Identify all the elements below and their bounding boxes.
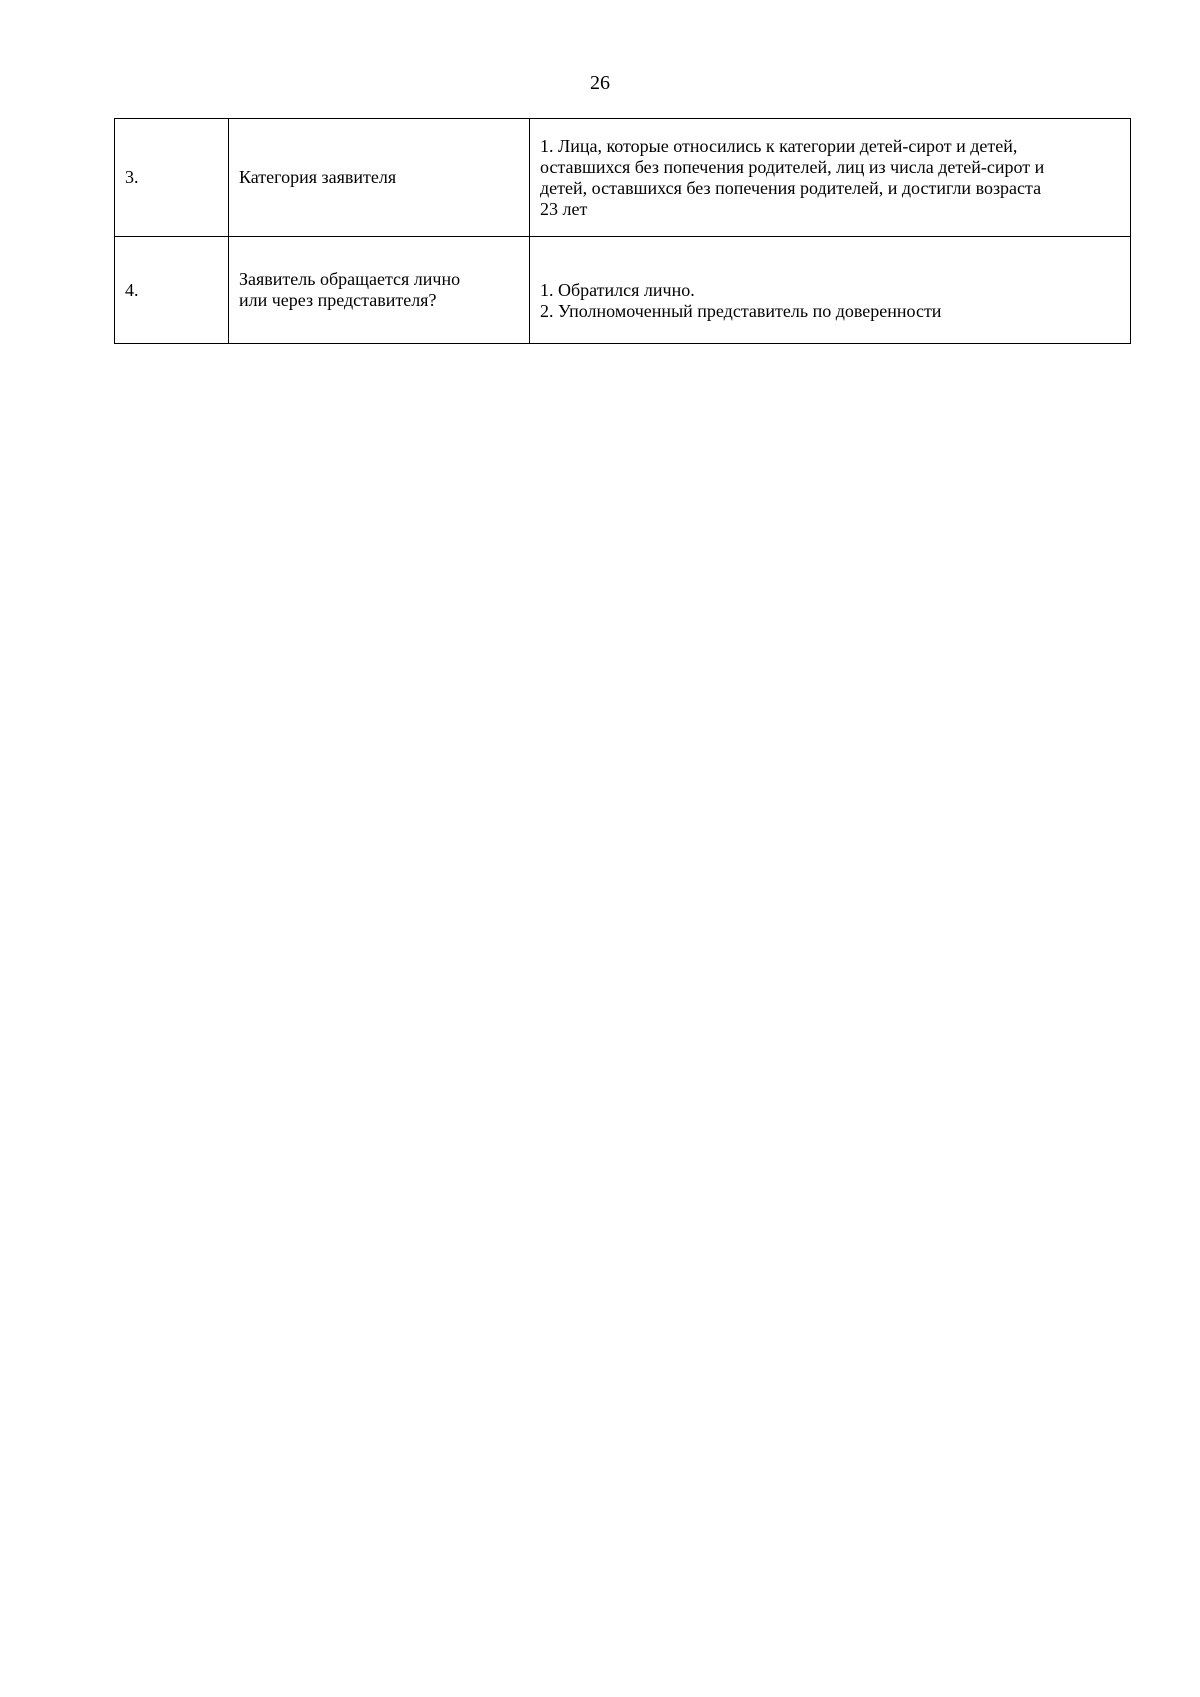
parameter-cell	[229, 237, 530, 344]
parameter-text: или через представителя?	[239, 290, 437, 310]
page-number: 26	[590, 72, 610, 94]
value-text: 2. Уполномоченный представитель по доверенности	[540, 301, 942, 321]
row-number-cell: 3.	[115, 119, 229, 237]
row-number-cell: 4.	[115, 237, 229, 344]
parameter-text: Категория заявителя	[239, 167, 397, 187]
value-text: 1. Обратился лично.	[540, 280, 695, 300]
value-text: 1. Лица, которые относились к категории детей-сирот и детей,	[540, 135, 1018, 156]
value-text: оставшихся без попечения родителей, лиц из числа детей-сирот и	[540, 156, 1045, 177]
value-text: 23 лет	[540, 198, 588, 219]
table-row	[115, 119, 1131, 237]
parameter-text: Заявитель обращается лично	[239, 269, 461, 289]
table-row	[115, 237, 1131, 344]
parameter-cell	[229, 119, 530, 237]
value-text: детей, оставшихся без попечения родителей, и достигли возраста	[540, 177, 1042, 198]
criteria-table	[114, 118, 1131, 344]
value-cell	[530, 237, 1131, 344]
value-cell	[530, 119, 1131, 237]
